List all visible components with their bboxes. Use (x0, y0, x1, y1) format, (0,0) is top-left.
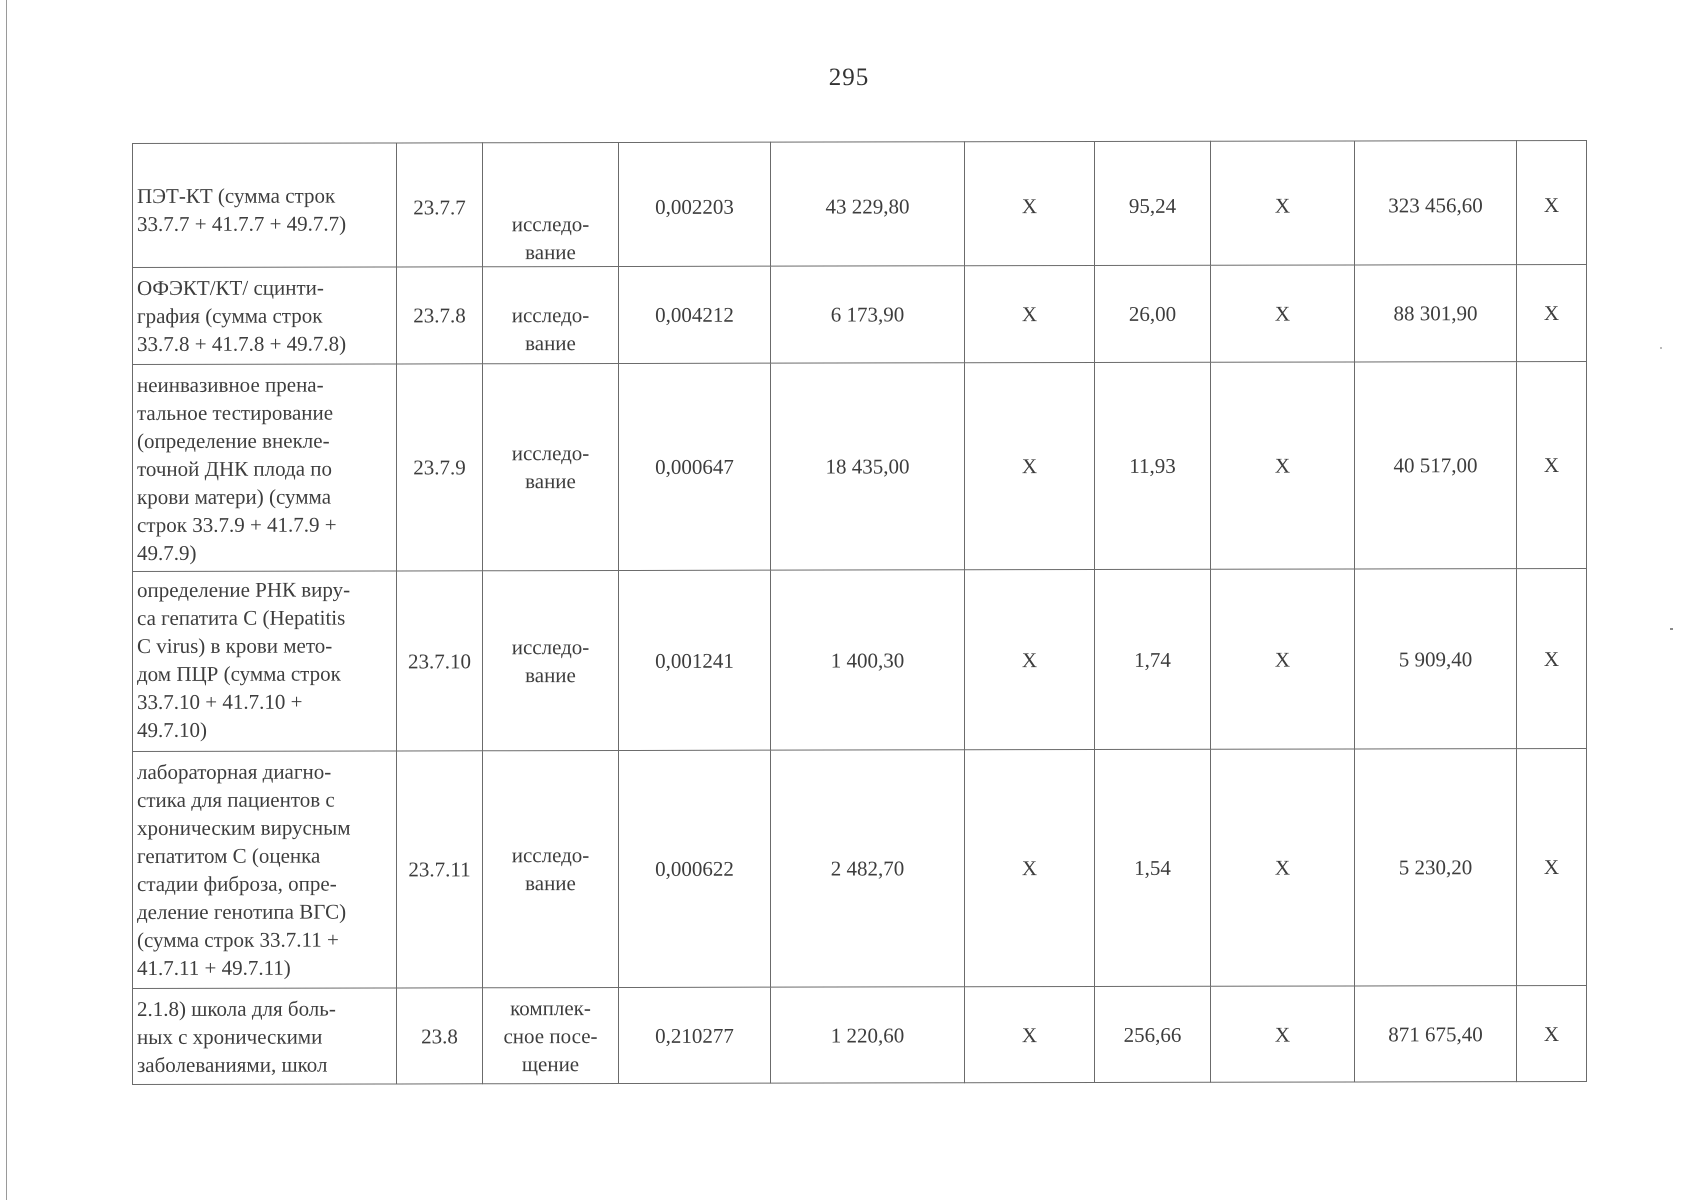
cell-value: 1 400,30 (771, 570, 965, 750)
cell-value: 0,004212 (619, 266, 771, 363)
cell-x-mark: X (965, 141, 1095, 265)
row-unit: исследо- вание (483, 363, 619, 570)
page-number: 295 (828, 64, 870, 91)
row-code: 23.7.9 (397, 364, 483, 571)
row-code: 23.7.7 (397, 143, 483, 267)
cell-value: 43 229,80 (771, 142, 965, 266)
row-unit: исследо- вание (483, 266, 619, 363)
row-code: 23.8 (397, 988, 483, 1084)
cell-x-mark: X (965, 265, 1095, 362)
cell-value: 18 435,00 (771, 363, 965, 570)
table-row (133, 748, 1587, 988)
cell-value: 11,93 (1095, 362, 1211, 569)
row-description: неинвазивное прена- тальное тестирование (определение внекле- точной ДНК плода по крови матери) (сумма строк 33.7.9 + 41.7.9 + 49.7.9) (133, 364, 397, 572)
table-row (133, 568, 1587, 751)
cell-x-mark: X (1517, 264, 1587, 361)
cell-x-mark: X (1211, 141, 1355, 265)
row-unit: исследо- вание (483, 570, 619, 750)
cell-value: 1,74 (1095, 569, 1211, 749)
page-left-edge (6, 0, 7, 1200)
row-unit: комплек- сное посе- щение (483, 987, 619, 1083)
tariff-table (132, 140, 1587, 1085)
cell-x-mark: X (1517, 361, 1587, 568)
row-unit: исследо- вание (483, 142, 619, 266)
cell-value: 26,00 (1095, 265, 1211, 362)
cell-value: 323 456,60 (1355, 141, 1517, 265)
scan-speck (1660, 347, 1662, 349)
cell-value: 0,210277 (619, 987, 771, 1083)
row-code: 23.7.8 (397, 267, 483, 364)
cell-x-mark: X (965, 986, 1095, 1082)
row-description: ОФЭКТ/КТ/ сцинти- графия (сумма строк 33.7.8 + 41.7.8 + 49.7.8) (133, 267, 397, 365)
cell-x-mark: X (1211, 749, 1355, 986)
cell-value: 6 173,90 (771, 266, 965, 363)
row-code: 23.7.11 (397, 751, 483, 988)
row-description: лабораторная диагно- стика для пациентов с хроническим вирусным гепатитом С (оценка стадии фиброза, опре- деление генотипа ВГС) (сумма строк 33.7.11 + 41.7.11 + 49.7.11) (133, 751, 397, 989)
cell-x-mark: X (965, 749, 1095, 986)
cell-value: 5 230,20 (1355, 749, 1517, 986)
row-description: ПЭТ-КТ (сумма строк 33.7.7 + 41.7.7 + 49.7.7) (133, 143, 397, 268)
cell-x-mark: X (1211, 986, 1355, 1082)
cell-value: 1,54 (1095, 749, 1211, 986)
row-unit: исследо- вание (483, 750, 619, 987)
table-row (133, 264, 1587, 364)
cell-x-mark: X (1517, 748, 1587, 985)
cell-x-mark: X (1517, 568, 1587, 748)
table-row (133, 140, 1587, 267)
cell-x-mark: X (1211, 265, 1355, 362)
row-description: определение РНК виру- са гепатита С (Hepatitis C virus) в крови мето- дом ПЦР (сумма строк 33.7.10 + 41.7.10 + 49.7.10) (133, 571, 397, 752)
cell-value: 40 517,00 (1355, 362, 1517, 569)
cell-value: 2 482,70 (771, 750, 965, 987)
cell-value: 0,000622 (619, 750, 771, 987)
cell-value: 0,002203 (619, 142, 771, 266)
cell-x-mark: X (965, 569, 1095, 749)
cell-value: 0,001241 (619, 570, 771, 750)
scan-speck (1670, 628, 1673, 630)
cell-value: 88 301,90 (1355, 265, 1517, 362)
cell-x-mark: X (1517, 985, 1587, 1081)
row-code: 23.7.10 (397, 571, 483, 751)
cell-value: 1 220,60 (771, 987, 965, 1083)
cell-value: 5 909,40 (1355, 569, 1517, 749)
table-row (133, 361, 1587, 571)
cell-x-mark: X (1211, 362, 1355, 569)
cell-x-mark: X (965, 362, 1095, 569)
cell-value: 0,000647 (619, 363, 771, 570)
cell-value: 95,24 (1095, 141, 1211, 265)
cell-value: 256,66 (1095, 986, 1211, 1082)
cell-x-mark: X (1517, 140, 1587, 264)
table-row (133, 985, 1587, 1084)
cell-value: 871 675,40 (1355, 986, 1517, 1082)
row-description: 2.1.8) школа для боль- ных с хроническими заболеваниями, школ (133, 988, 397, 1085)
cell-x-mark: X (1211, 569, 1355, 749)
